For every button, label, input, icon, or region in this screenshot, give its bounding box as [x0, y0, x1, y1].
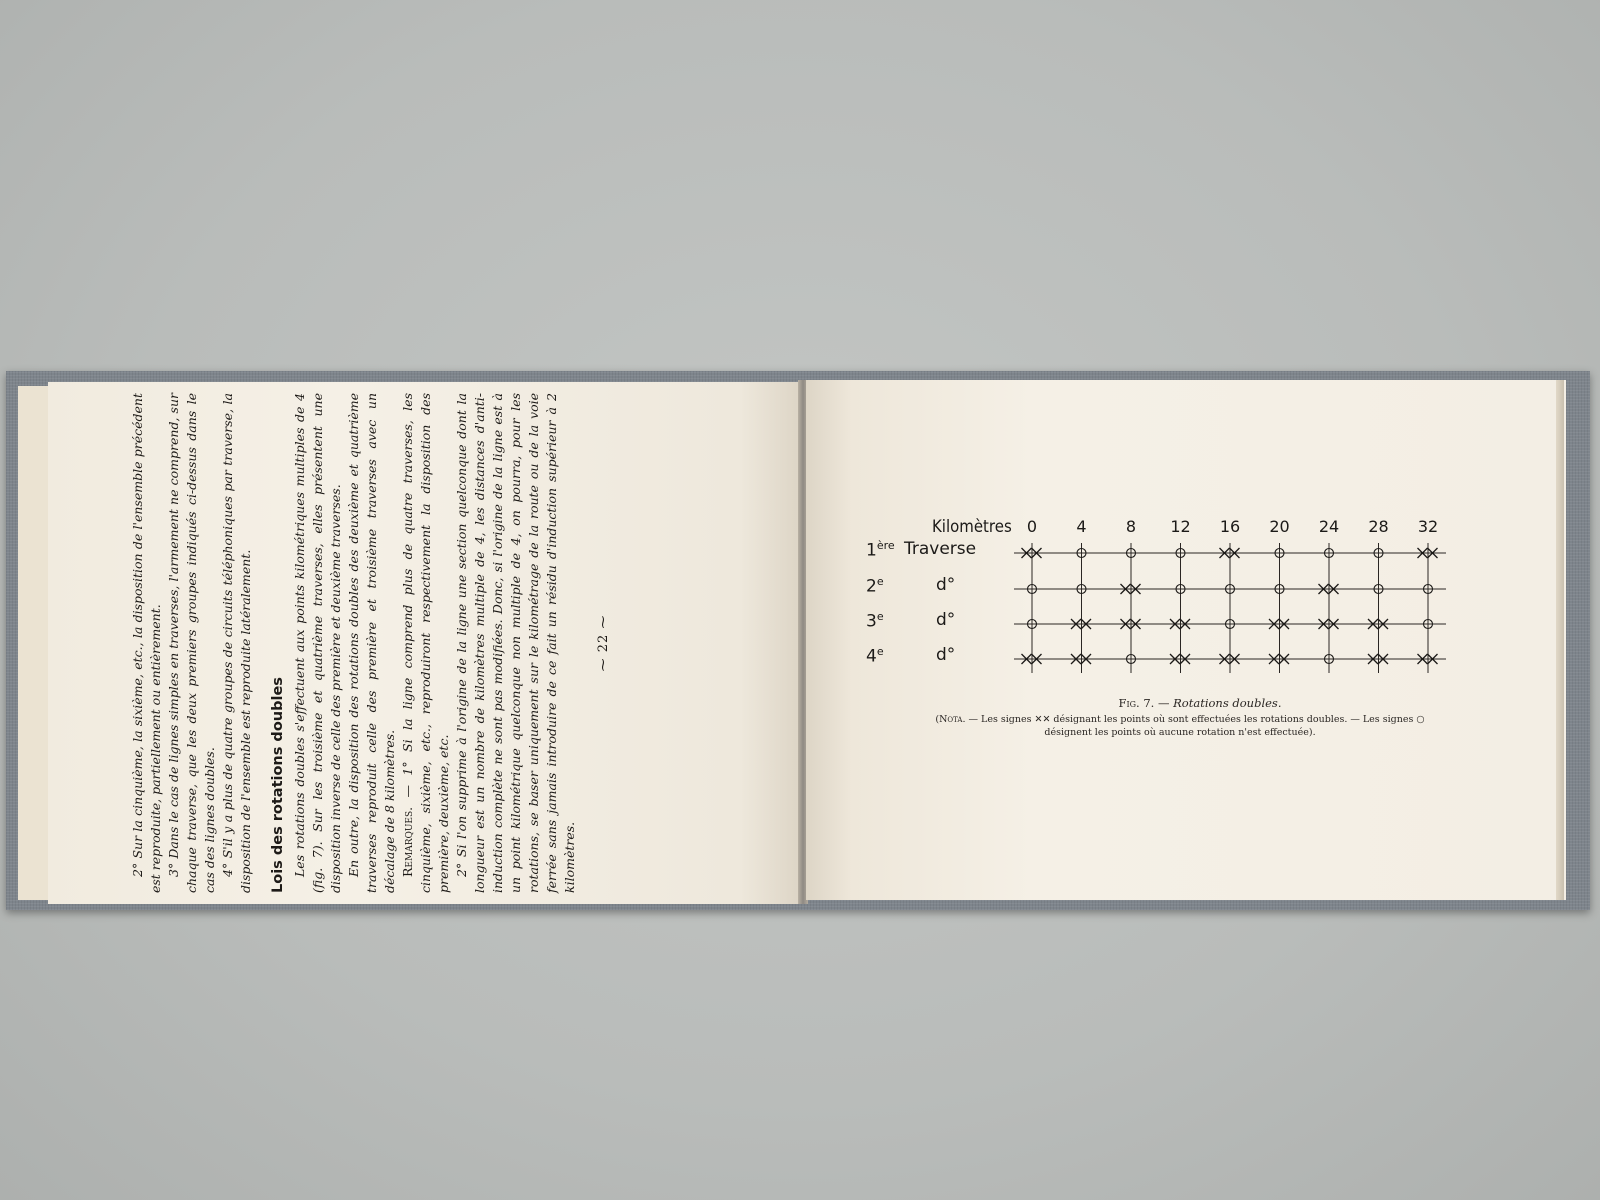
paragraph — [399, 393, 453, 893]
km-tick-label: 20 — [1269, 517, 1290, 536]
row-number: 1 — [866, 540, 877, 561]
row-ordinal: e — [876, 645, 884, 658]
row-number: 3 — [866, 611, 877, 632]
row-number: 2 — [866, 576, 877, 597]
nota-text-2: désignent les points où aucune rotation n'est effectuée). — [1044, 727, 1316, 738]
nota-text-1: — Les signes ✕✕ désignant les points où sont effectuées les rotations doubles. — Les signes ○ — [965, 714, 1425, 725]
row-label — [866, 645, 884, 667]
row-ordinal: ère — [876, 539, 895, 552]
ditto-label: d° — [936, 575, 956, 595]
ditto-label: d° — [936, 645, 956, 665]
paragraph: 4° S'il y a plus de quatre groupes de circuits téléphoniques par traverse, la disposition de l'ensemble est reproduite latéralement. — [220, 393, 253, 893]
km-tick-label: 24 — [1318, 517, 1340, 536]
km-tick-label: 32 — [1417, 517, 1439, 536]
caption-fig-number: Fig. 7. — [1118, 696, 1155, 710]
section-heading: Lois des rotations doubles — [270, 677, 286, 893]
page-fold — [1556, 380, 1564, 900]
paragraph: En outre, la disposition des rotations doubles des deuxième et quatrième traverses reproduit celle des première et troisième traverses avec un décalage de 8 kilomètres. — [346, 393, 397, 893]
paragraph: 2° Si l'on supprime à l'origine de la ligne une section quelconque dont la longueur est un nombre de kilomètres multiple de 4, les distances d'anti-induction complète ne sont pas modifiées. Donc, si l'origine de la ligne est à un point kilométrique quelconque non multiple de 4, on pourra, pour les rotations, se baser uniquement sur le kilométrage de la route ou de la voie ferrée sans jamais introduire de ce fait un résidu d'induction supérieur à 2 kilomètres. — [454, 393, 577, 893]
row-ordinal: e — [876, 610, 884, 623]
row-label — [866, 575, 884, 597]
ditto-label: d° — [936, 610, 956, 630]
row-label — [866, 539, 895, 561]
km-tick-label: 8 — [1125, 517, 1137, 536]
left-page-text — [129, 393, 719, 893]
nota-label: Nota. — [939, 714, 966, 725]
row-number: 4 — [866, 646, 877, 667]
remarques-text: — 1° Si la ligne comprend plus de quatre traverses, les cinquième, sixième, etc., reproduiront respectivement la disposition des première, deuxième, etc. — [400, 393, 451, 893]
km-tick-label: 0 — [1026, 517, 1038, 536]
km-axis-label: Kilomètres — [932, 517, 1012, 537]
caption-title: Rotations doubles. — [1173, 696, 1282, 710]
traverse-label: Traverse — [904, 539, 977, 559]
caption-dash: — — [1154, 696, 1174, 710]
paragraph: 2° Sur la cinquième, la sixième, etc., la disposition de l'ensemble précédent est reproduite, partiellement ou entièrement. — [130, 393, 163, 893]
remarques-label: Remarques. — [400, 806, 415, 877]
figure-note: (Nota. — Les signes ✕✕ désignant les points où sont effectuées les rotations doubles. — Les signes ○ désignent les points où aucune rotation n'est effectuée). — [935, 714, 1425, 738]
row-label — [866, 610, 884, 632]
km-tick-label: 28 — [1368, 517, 1389, 536]
paragraph: 3° Dans le cas de lignes simples en traverses, l'armement ne comprend, sur chaque traverse, que les deux premiers groupes indiqués ci-dessus dans le cas des lignes doubles. — [166, 393, 217, 893]
figure-caption — [1010, 696, 1390, 710]
paragraph: Les rotations doubles s'effectuent aux points kilométriques multiples de 4 (fig. 7). Sur les troisième et quatrième traverses, elles présentent une disposition inverse de celle des première et deuxième traverses. — [292, 393, 343, 893]
km-tick-label: 16 — [1219, 517, 1241, 536]
row-ordinal: e — [876, 575, 884, 588]
page-number: ⁓ 22 ⁓ — [596, 614, 611, 672]
km-tick-label: 12 — [1170, 517, 1191, 536]
km-tick-label: 4 — [1076, 517, 1087, 536]
